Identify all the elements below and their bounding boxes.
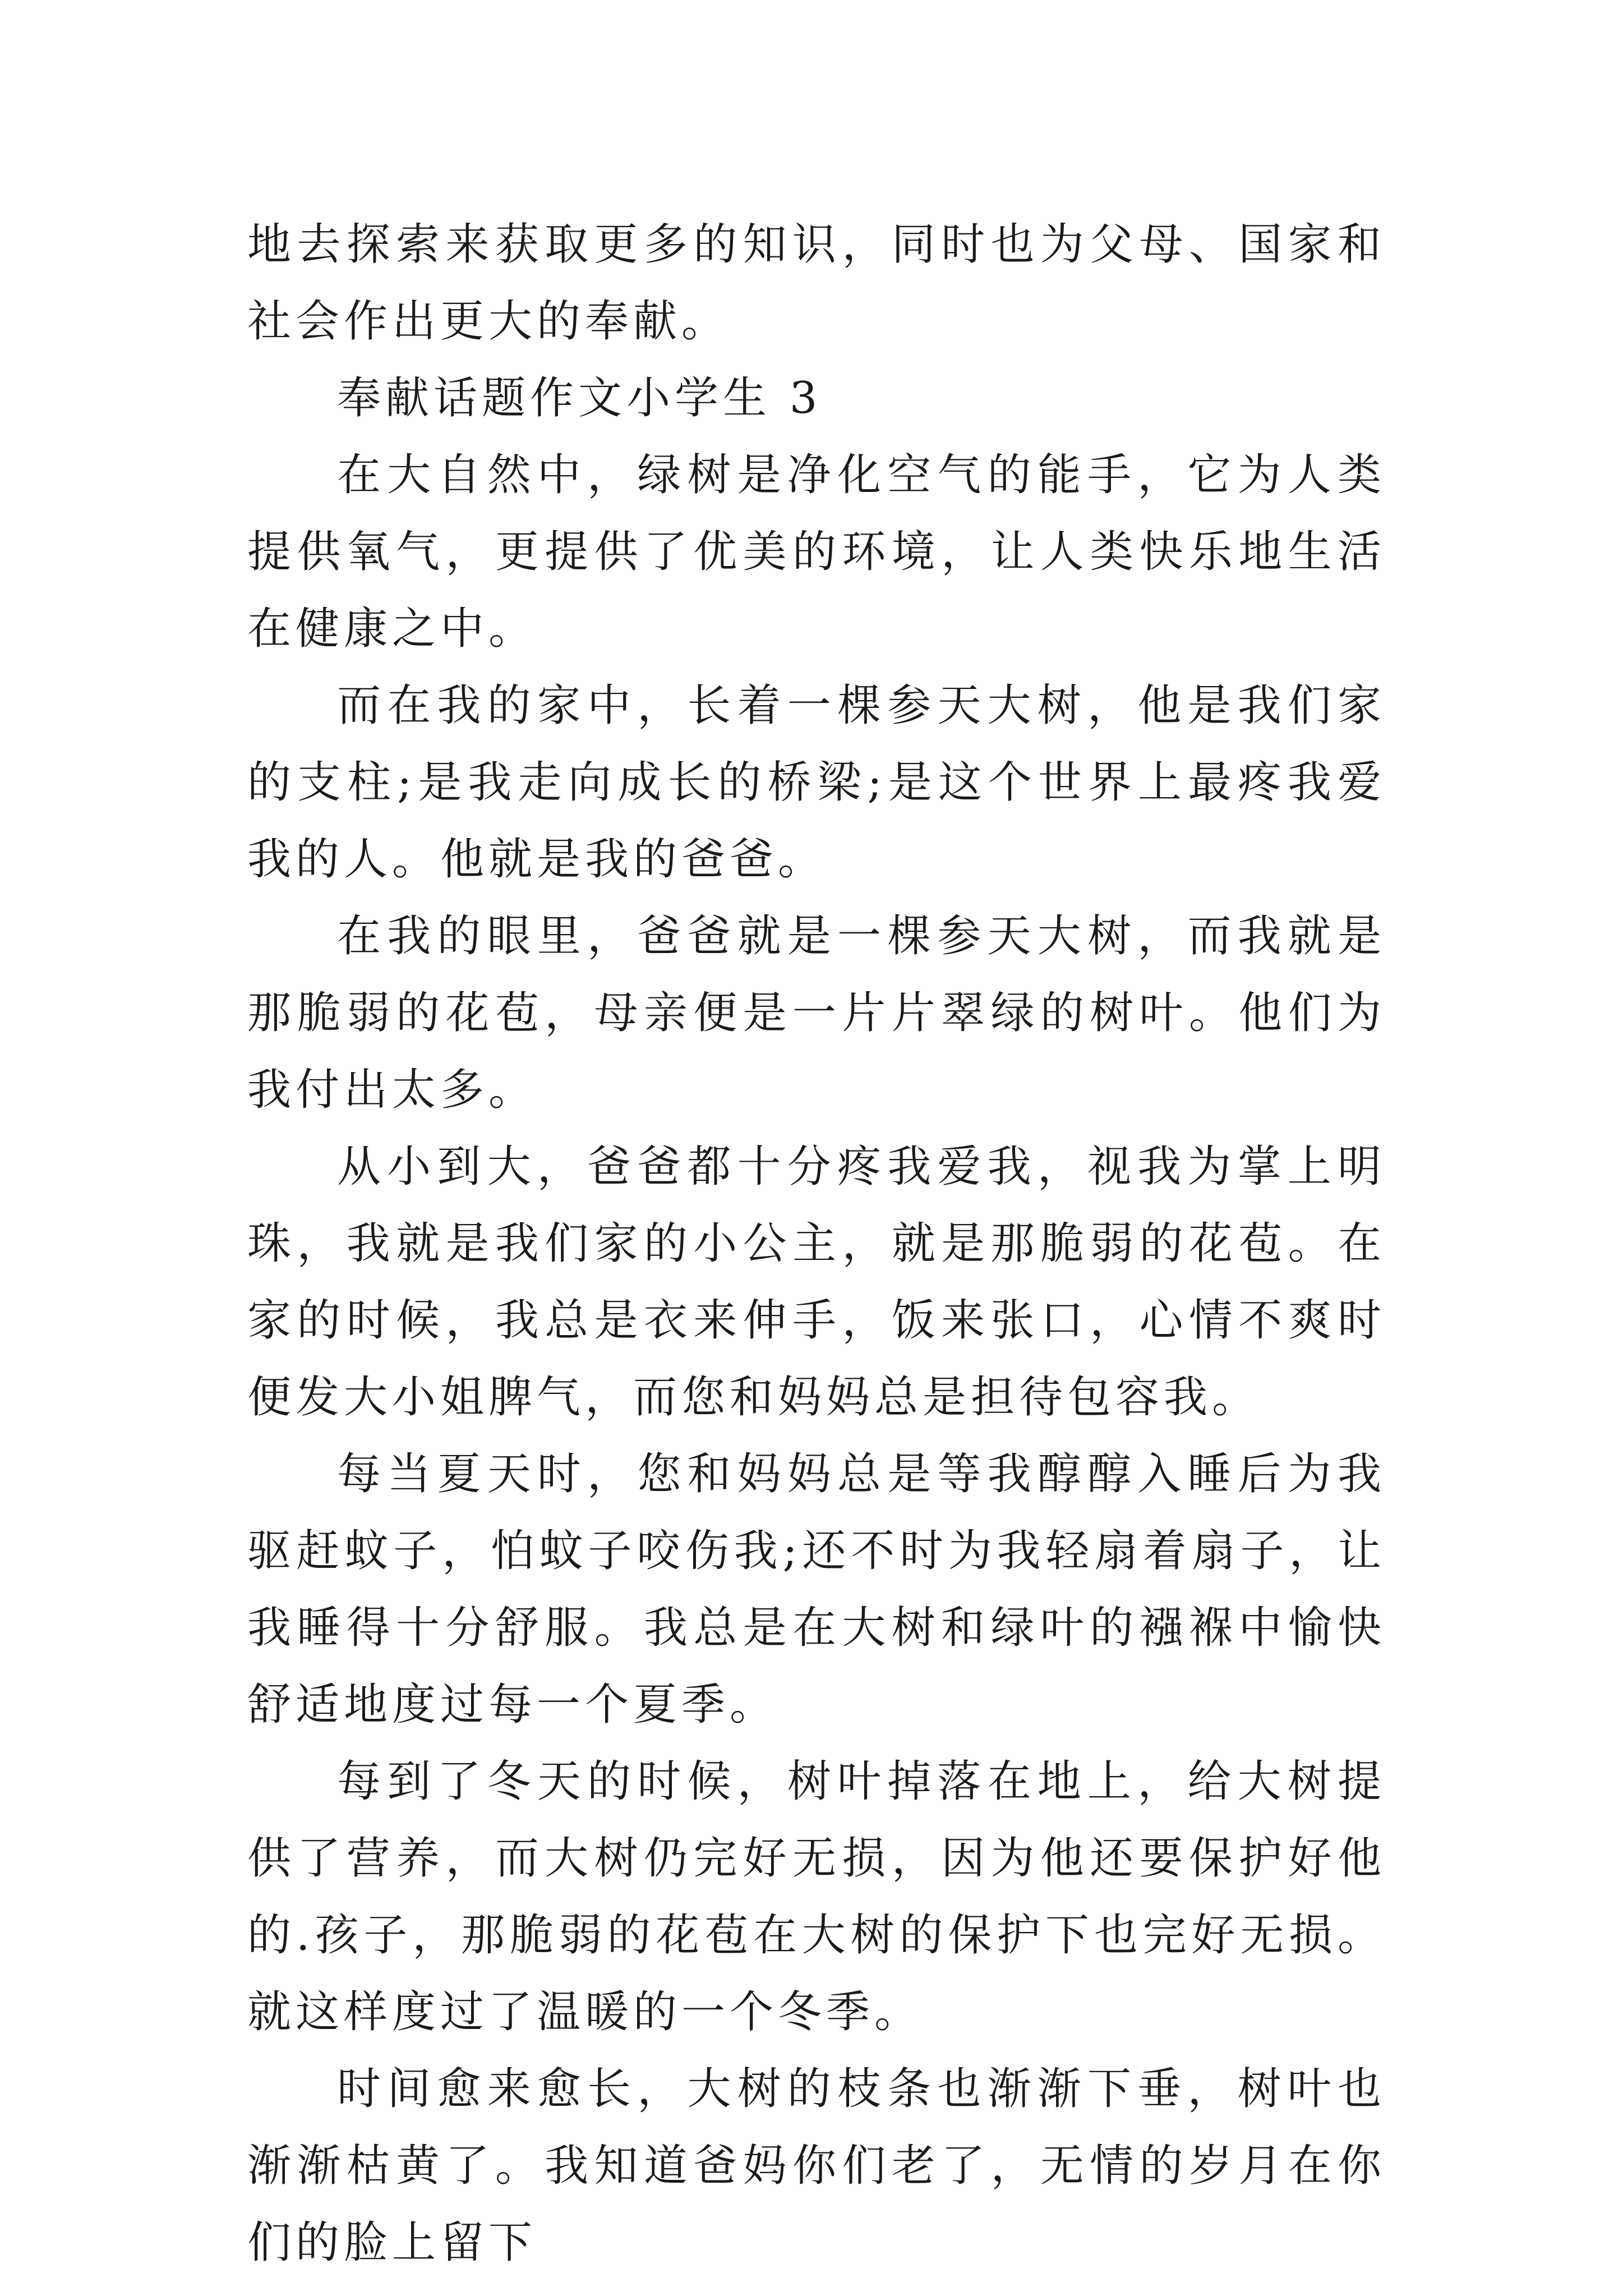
- paragraph: 在大自然中，绿树是净化空气的能手，它为人类提供氧气，更提供了优美的环境，让人类快乐地生活在健康之中。: [247, 450, 1386, 654]
- body-text: [247, 206, 1386, 2281]
- paragraph: 在我的眼里，爸爸就是一棵参天大树，而我就是那脆弱的花苞，母亲便是一片片翠绿的树叶。他们为我付出太多。: [247, 911, 1386, 1115]
- paragraph: 每当夏天时，您和妈妈总是等我醇醇入睡后为我驱赶蚊子，怕蚊子咬伤我;还不时为我轻扇着扇子，让我睡得十分舒服。我总是在大树和绿叶的襁褓中愉快舒适地度过每一个夏季。: [247, 1449, 1386, 1730]
- paragraph: 时间愈来愈长，大树的枝条也渐渐下垂，树叶也渐渐枯黄了。我知道爸妈你们老了，无情的岁月在你们的脸上留下: [247, 2064, 1386, 2268]
- paragraph: 从小到大，爸爸都十分疼我爱我，视我为掌上明珠，我就是我们家的小公主，就是那脆弱的花苞。在家的时候，我总是衣来伸手，饭来张口，心情不爽时便发大小姐脾气，而您和妈妈总是担待包容我。: [247, 1142, 1386, 1423]
- paragraph: 地去探索来获取更多的知识，同时也为父母、国家和社会作出更大的奉献。: [247, 219, 1386, 347]
- paragraph: 而在我的家中，长着一棵参天大树，他是我们家的支柱;是我走向成长的桥梁;是这个世界上最疼我爱我的人。他就是我的爸爸。: [247, 680, 1386, 885]
- paragraph: 每到了冬天的时候，树叶掉落在地上，给大树提供了营养，而大树仍完好无损，因为他还要保护好他的.孩子，那脆弱的花苞在大树的保护下也完好无损。就这样度过了温暖的一个冬季。: [247, 1756, 1386, 2037]
- section-heading: 奉献话题作文小学生 3: [337, 373, 822, 424]
